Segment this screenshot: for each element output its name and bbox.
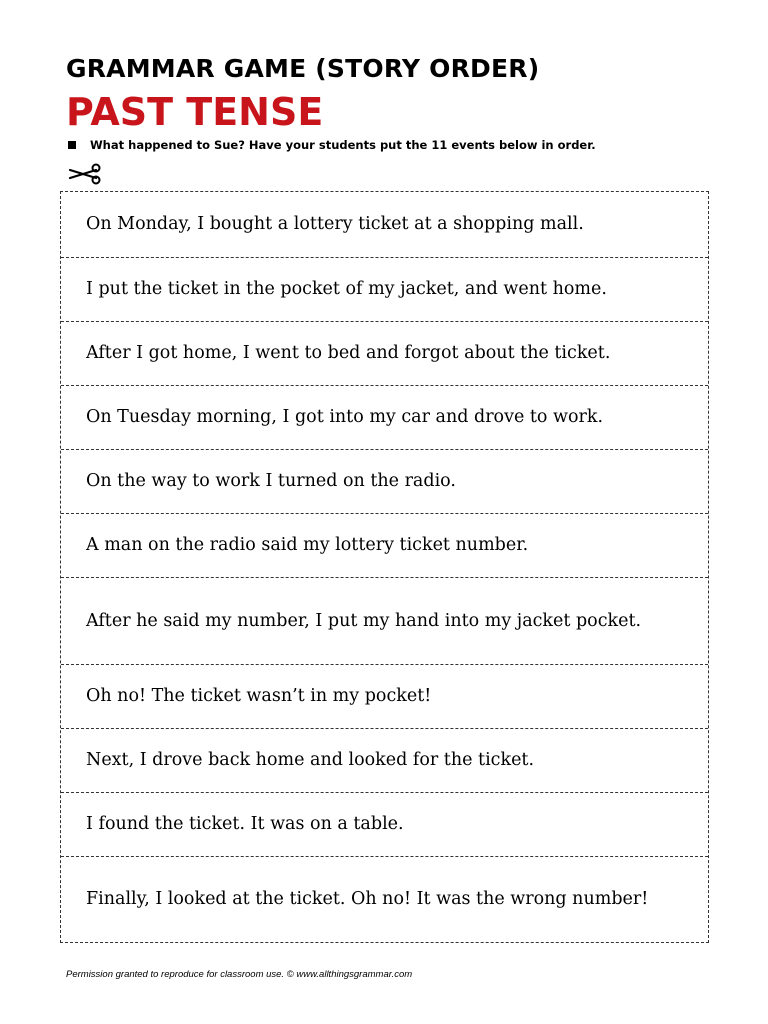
page-subtitle: PAST TENSE bbox=[66, 90, 324, 134]
story-card-list bbox=[60, 191, 709, 943]
page-title: GRAMMAR GAME (STORY ORDER) bbox=[66, 54, 540, 83]
scissors-icon bbox=[66, 162, 102, 186]
story-card: On Tuesday morning, I got into my car and drove to work. bbox=[61, 385, 708, 449]
instruction-text: What happened to Sue? Have your students put the 11 events below in order. bbox=[90, 138, 596, 152]
story-card: Next, I drove back home and looked for the ticket. bbox=[61, 728, 708, 792]
story-card: On Monday, I bought a lottery ticket at a shopping mall. bbox=[86, 214, 584, 234]
story-card: I put the ticket in the pocket of my jacket, and went home. bbox=[61, 257, 708, 321]
footer-credit: Permission granted to reproduce for classroom use. © www.allthingsgrammar.com bbox=[66, 969, 413, 980]
story-card: After he said my number, I put my hand into my jacket pocket. bbox=[61, 577, 708, 664]
story-card: I found the ticket. It was on a table. bbox=[61, 792, 708, 856]
story-card: Finally, I looked at the ticket. Oh no! It was the wrong number! bbox=[61, 856, 708, 942]
square-bullet-icon bbox=[68, 141, 76, 149]
story-card: After I got home, I went to bed and forgot about the ticket. bbox=[61, 321, 708, 385]
story-card: A man on the radio said my lottery ticket number. bbox=[61, 513, 708, 577]
story-card: Oh no! The ticket wasn’t in my pocket! bbox=[61, 664, 708, 728]
story-card: On the way to work I turned on the radio. bbox=[61, 449, 708, 513]
instruction bbox=[68, 138, 596, 152]
